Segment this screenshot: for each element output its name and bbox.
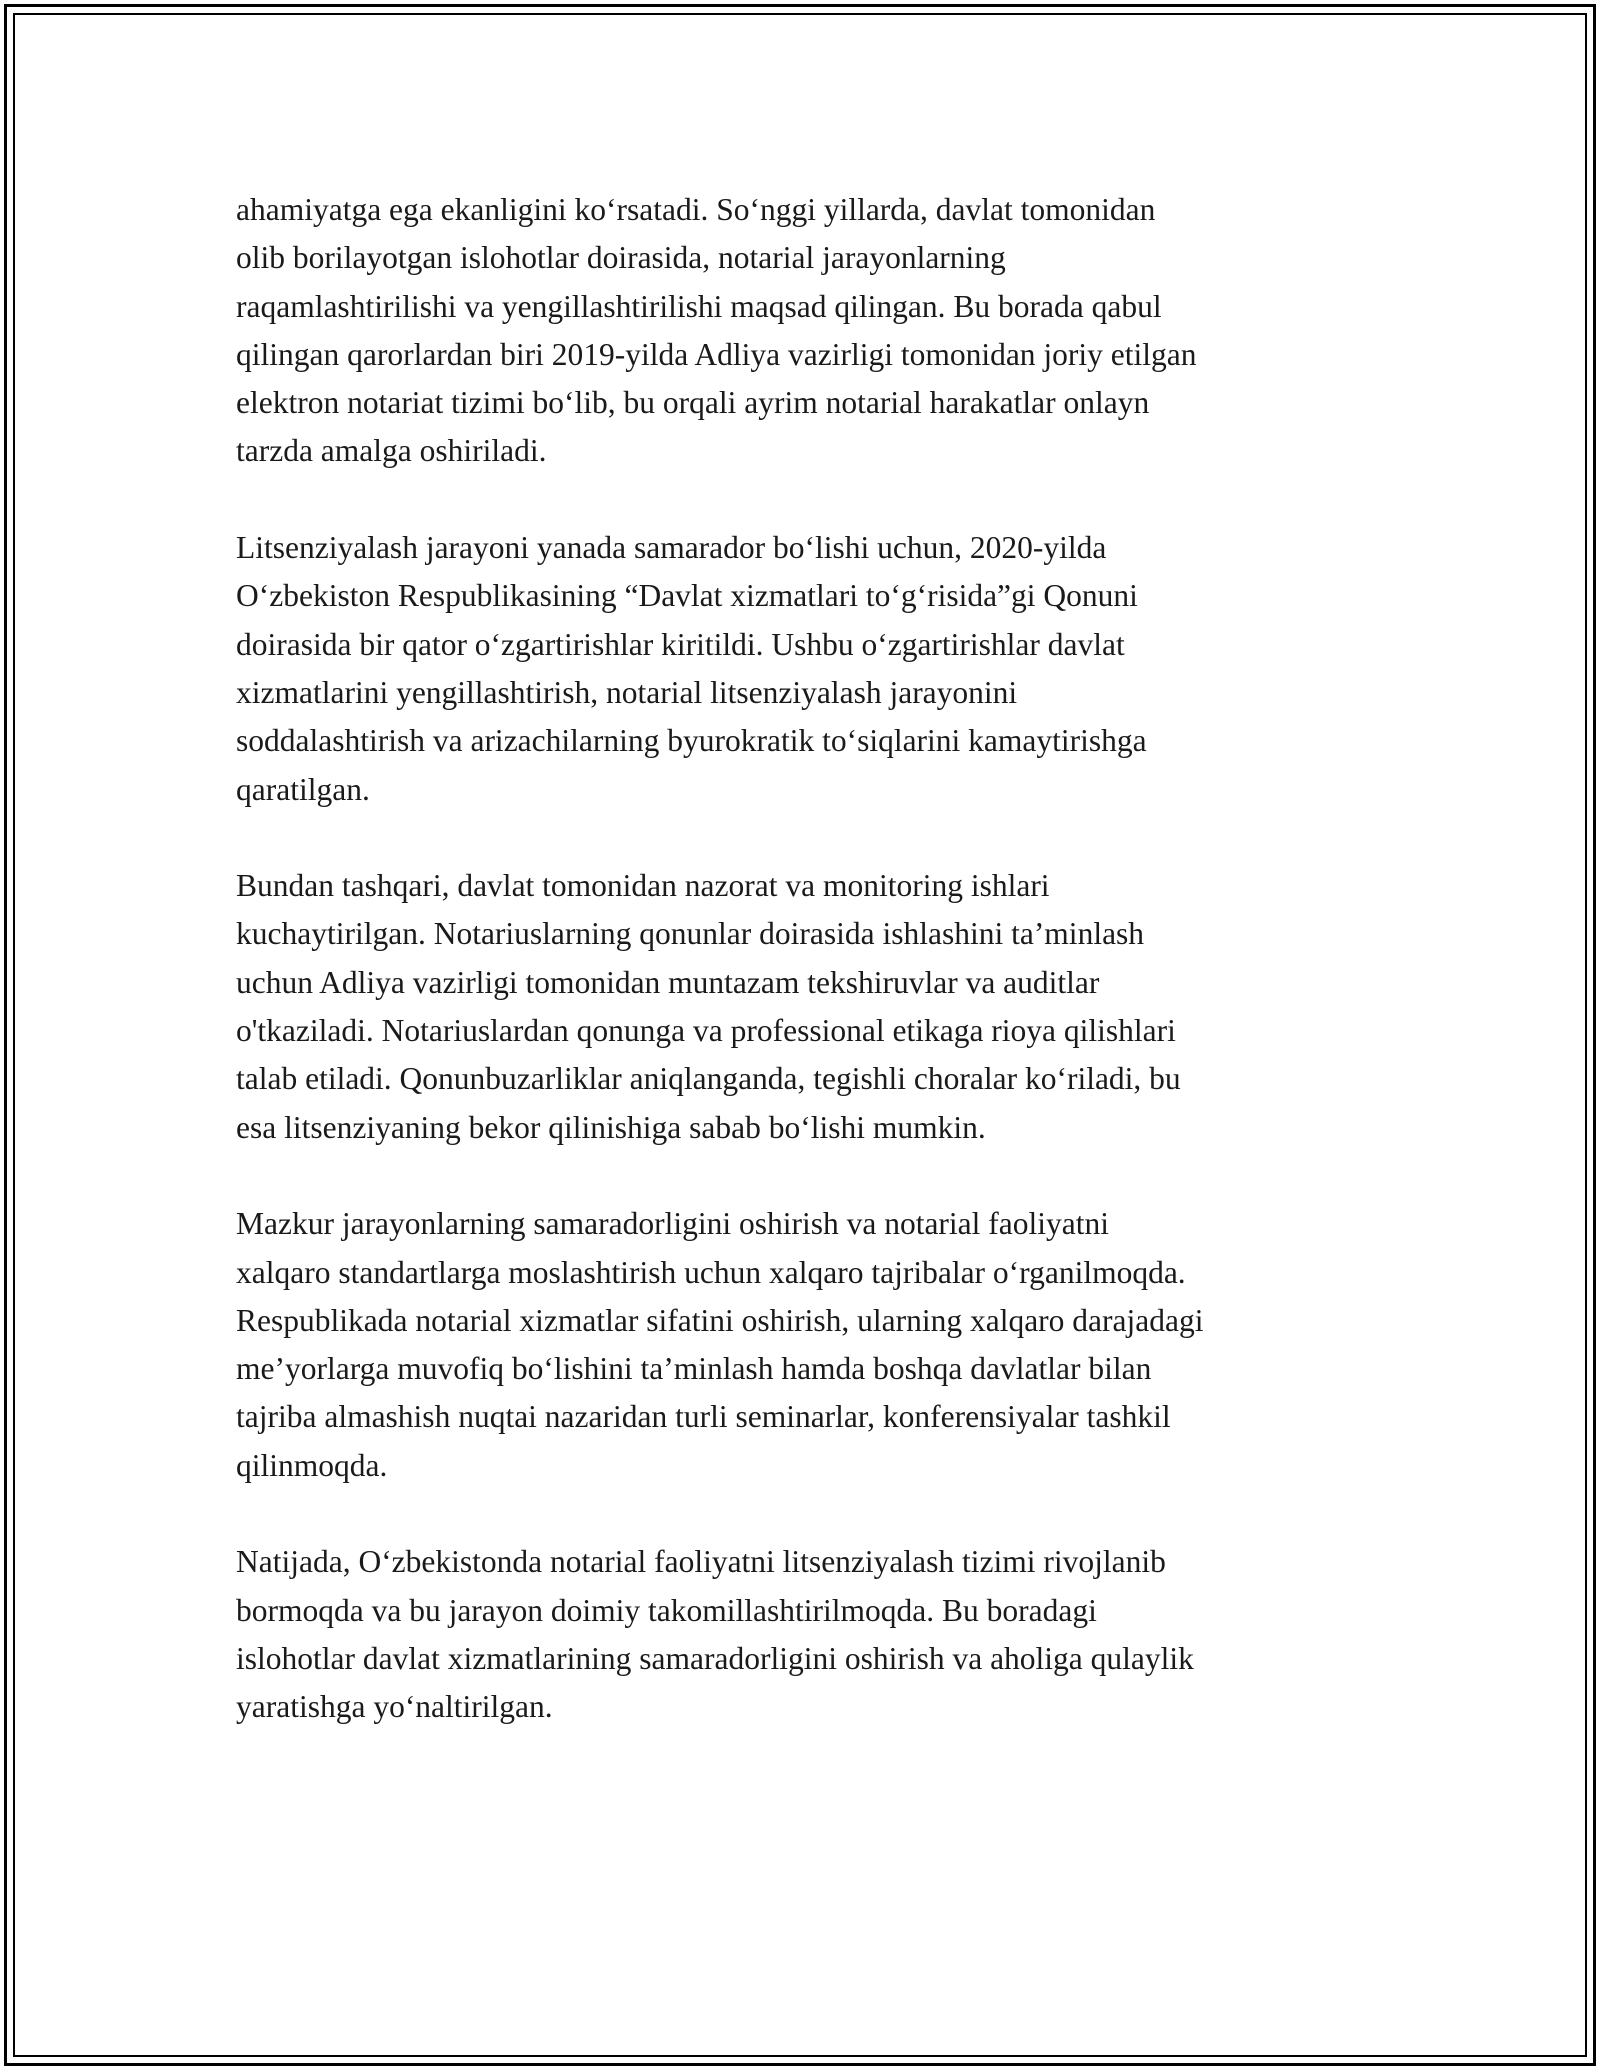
text-line: Mazkur jarayonlarning samaradorligini oshirish va notarial faoliyatni xyxy=(236,1206,1109,1242)
text-line: esa litsenziyaning bekor qilinishiga sabab bo‘lishi mumkin. xyxy=(236,1109,986,1145)
text-line: O‘zbekiston Respublikasining “Davlat xizmatlari to‘g‘risida”gi Qonuni xyxy=(236,578,1138,614)
text-line: olib borilayotgan islohotlar doirasida, notarial jarayonlarning xyxy=(236,240,1006,276)
document-body xyxy=(236,186,1376,1780)
text-line: doirasida bir qator o‘zgartirishlar kiritildi. Ushbu o‘zgartirishlar davlat xyxy=(236,626,1125,662)
text-line: islohotlar davlat xizmatlarining samaradorligini oshirish va aholiga qulaylik xyxy=(236,1640,1194,1676)
text-line: yaratishga yo‘naltirilgan. xyxy=(236,1689,553,1725)
text-line: kuchaytirilgan. Notariuslarning qonunlar doirasida ishlashini ta’minlash xyxy=(236,916,1145,952)
paragraph-2 xyxy=(236,524,1376,814)
paragraph-3 xyxy=(236,862,1376,1152)
text-line: Natijada, O‘zbekistonda notarial faoliyatni litsenziyalash tizimi rivojlanib xyxy=(236,1544,1166,1580)
text-line: me’yorlarga muvofiq bo‘lishini ta’minlash hamda boshqa davlatlar bilan xyxy=(236,1351,1152,1387)
paragraph-4 xyxy=(236,1200,1376,1490)
text-line: talab etiladi. Qonunbuzarliklar aniqlanganda, tegishli choralar ko‘riladi, bu xyxy=(236,1061,1181,1097)
text-line: xizmatlarini yengillashtirish, notarial litsenziyalash jarayonini xyxy=(236,674,1018,710)
text-line: Respublikada notarial xizmatlar sifatini oshirish, ularning xalqaro darajadagi xyxy=(236,1302,1204,1338)
text-line: Litsenziyalash jarayoni yanada samarador bo‘lishi uchun, 2020-yilda xyxy=(236,530,1107,566)
text-line: o'tkaziladi. Notariuslardan qonunga va professional etikaga rioya qilishlari xyxy=(236,1013,1176,1049)
text-line: soddalashtirish va arizachilarning byurokratik to‘siqlarini kamaytirishga xyxy=(236,723,1147,759)
text-line: ahamiyatga ega ekanligini ko‘rsatadi. So‘nggi yillarda, davlat tomonidan xyxy=(236,192,1156,227)
text-line: qaratilgan. xyxy=(236,771,370,807)
text-line: qilingan qarorlardan biri 2019-yilda Adliya vazirligi tomonidan joriy etilgan xyxy=(236,336,1197,372)
text-line: qilinmoqda. xyxy=(236,1447,388,1483)
text-line: Bundan tashqari, davlat tomonidan nazorat va monitoring ishlari xyxy=(236,868,1050,904)
text-line: raqamlashtirilishi va yengillashtirilishi maqsad qilingan. Bu borada qabul xyxy=(236,288,1162,324)
text-line: tajriba almashish nuqtai nazaridan turli seminarlar, konferensiyalar tashkil xyxy=(236,1399,1171,1435)
text-line: bormoqda va bu jarayon doimiy takomillashtirilmoqda. Bu boradagi xyxy=(236,1592,1097,1628)
text-line: uchun Adliya vazirligi tomonidan muntazam tekshiruvlar va auditlar xyxy=(236,964,1100,1000)
paragraph-5 xyxy=(236,1538,1376,1731)
text-line: xalqaro standartlarga moslashtirish uchun xalqaro tajribalar o‘rganilmoqda. xyxy=(236,1254,1186,1290)
paragraph-1 xyxy=(236,186,1376,476)
text-line: tarzda amalga oshiriladi. xyxy=(236,433,547,469)
text-line: elektron notariat tizimi bo‘lib, bu orqali ayrim notarial harakatlar onlayn xyxy=(236,385,1150,421)
